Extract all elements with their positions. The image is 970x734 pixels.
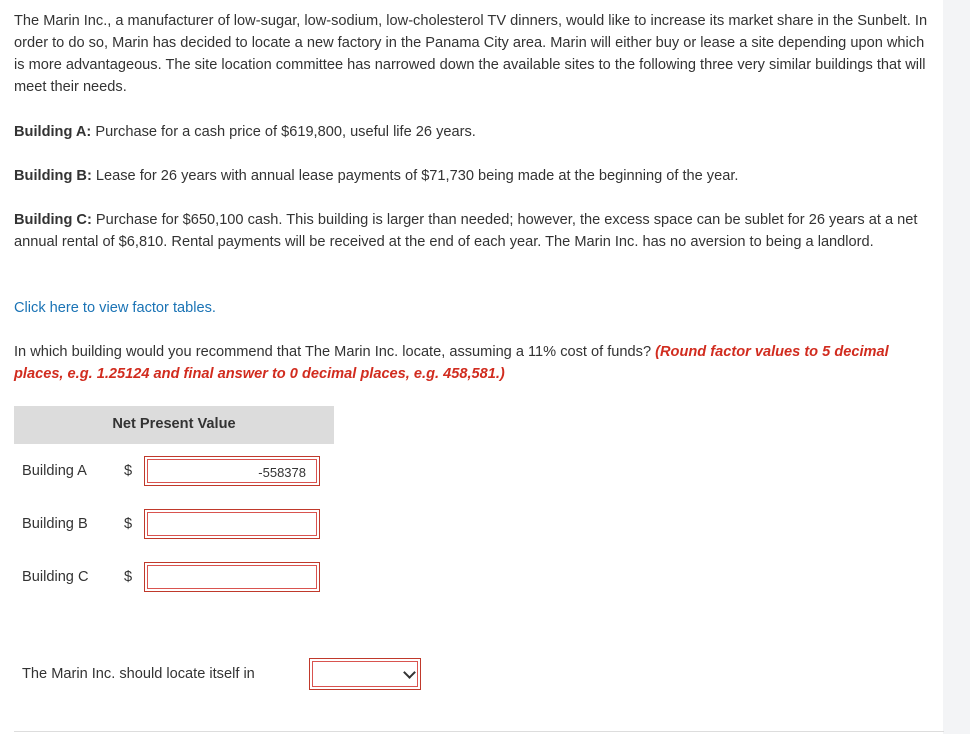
page-gutter xyxy=(943,0,970,734)
factor-tables-link[interactable]: Click here to view factor tables. xyxy=(14,300,216,316)
building-c-text: Purchase for $650,100 cash. This building is larger than needed; however, the excess space can be sublet for 26 years at a net annual rental of $6,810. Rental payments will be received at the end of each year. The Marin Inc. has no aversion to being a landlord. xyxy=(14,212,918,250)
building-select-value[interactable] xyxy=(312,661,418,687)
building-a-label: Building A: xyxy=(14,124,92,140)
divider xyxy=(14,731,944,732)
building-c-label: Building C: xyxy=(14,212,92,228)
row-label-building-b: Building B xyxy=(22,516,88,532)
building-b-description xyxy=(14,165,934,187)
final-answer-label: The Marin Inc. should locate itself in xyxy=(22,666,255,682)
currency-symbol: $ xyxy=(124,463,133,479)
problem-intro: The Marin Inc., a manufacturer of low-sugar, low-sodium, low-cholesterol TV dinners, would like to increase its market share in the Sunbelt. In order to do so, Marin has decided to locate a new factory in the Panama City area. Marin will either buy or lease a site depending upon which is more advantageous. The site location committee has narrowed down the available sites to the following three very similar buildings that will meet their needs. xyxy=(14,13,928,95)
npv-input-building-b-value[interactable] xyxy=(147,512,317,536)
building-a-text: Purchase for a cash price of $619,800, useful life 26 years. xyxy=(91,124,476,140)
currency-symbol: $ xyxy=(124,516,133,532)
npv-input-building-c-value[interactable] xyxy=(147,565,317,589)
row-label-building-c: Building C xyxy=(22,569,89,585)
row-label-building-a: Building A xyxy=(22,463,87,479)
building-select-dropdown[interactable] xyxy=(309,658,421,690)
building-b-text: Lease for 26 years with annual lease payments of $71,730 being made at the beginning of the year. xyxy=(91,168,739,184)
currency-symbol: $ xyxy=(124,569,133,585)
building-c-description xyxy=(14,209,934,253)
npv-input-building-c[interactable] xyxy=(144,562,320,592)
npv-table-header xyxy=(14,406,334,444)
rounding-instruction: (Round factor values to 5 decimal places, e.g. 1.25124 and final answer to 0 decimal places, e.g. 458,581.) xyxy=(14,344,889,382)
building-a-description xyxy=(14,121,934,143)
question-prompt: In which building would you recommend that The Marin Inc. locate, assuming a 11% cost of funds? xyxy=(14,344,656,360)
building-b-label: Building B: xyxy=(14,168,92,184)
npv-input-building-b[interactable] xyxy=(144,509,320,539)
question-text xyxy=(14,341,934,385)
npv-column-header: Net Present Value xyxy=(112,416,236,432)
npv-input-building-a-value[interactable]: -558378 xyxy=(147,459,317,483)
npv-input-building-a[interactable] xyxy=(144,456,320,486)
